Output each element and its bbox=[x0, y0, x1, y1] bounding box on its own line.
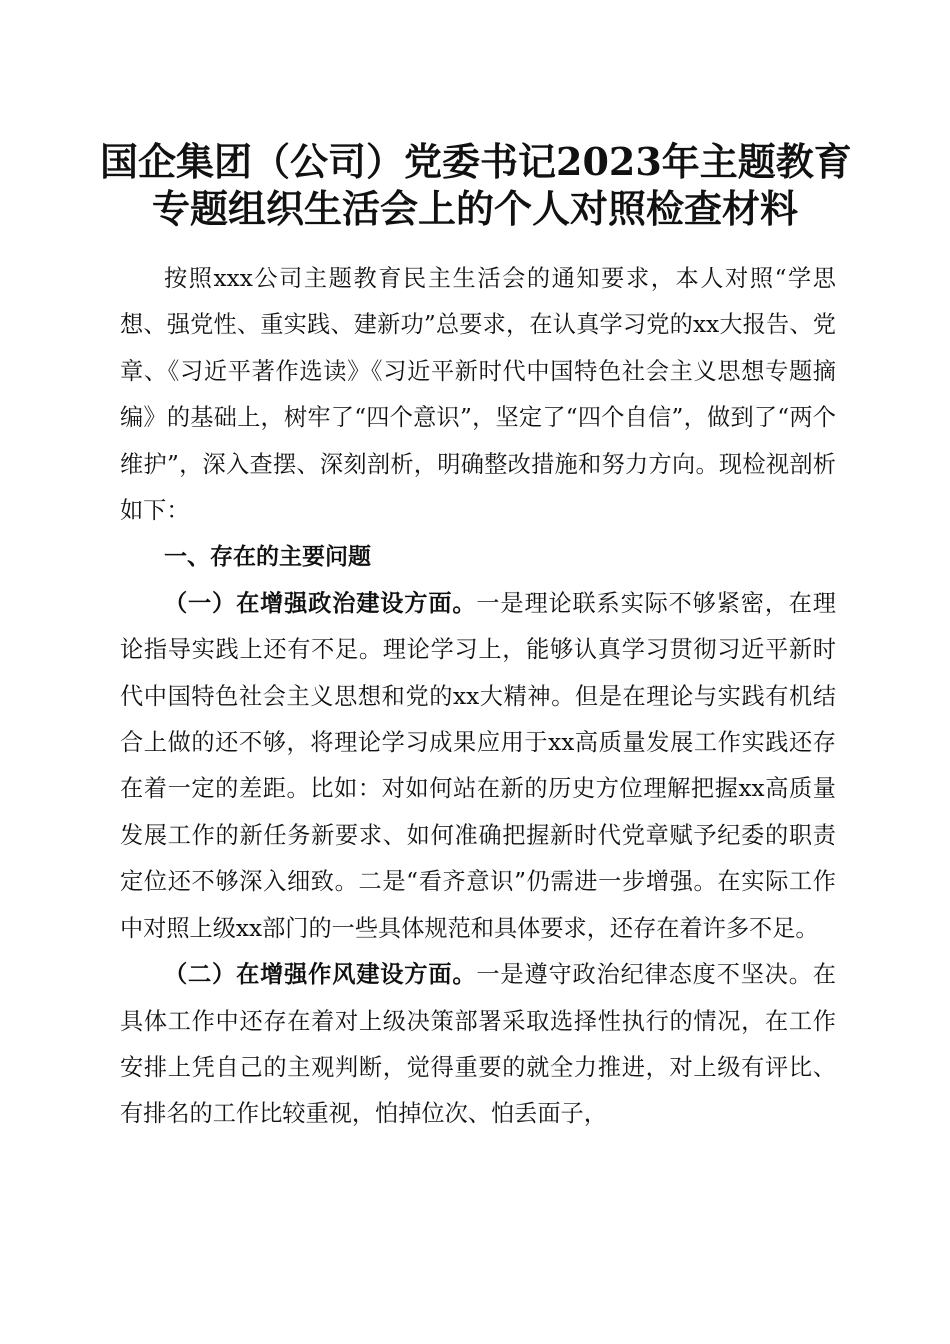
item-heading-2: （二）在增强作风建设方面。 bbox=[164, 961, 477, 989]
document-title bbox=[100, 138, 850, 232]
item-paragraph-2 bbox=[120, 952, 836, 1138]
item-paragraph-1 bbox=[120, 581, 836, 952]
title-line-2: 专题组织生活会上的个人对照检查材料 bbox=[151, 186, 798, 231]
intro-paragraph: 按照xxx公司主题教育民主生活会的通知要求，本人对照“学思想、强党性、重实践、建新功”总要求，在认真学习党的xx大报告、党章、《习近平著作选读》《习近平新时代中国特色社会主义思想专题摘编》的基础上，树牢了“四个意识”，坚定了“四个自信”，做到了“两个维护”，深入查摆、深刻剖析，明确整改措施和努力方向。现检视剖析如下： bbox=[120, 265, 836, 525]
document-body bbox=[120, 256, 836, 1138]
item-text-2: 一是遵守政治纪律态度不坚决。在具体工作中还存在着对上级决策部署采取选择性执行的情况，在工作安排上凭自己的主观判断，觉得重要的就全力推进，对上级有评比、有排名的工作比较重视，怕掉位次、怕丢面子， bbox=[120, 961, 836, 1128]
item-text-1: 一是理论联系实际不够紧密，在理论指导实践上还有不足。理论学习上，能够认真学习贯彻习近平新时代中国特色社会主义思想和党的xx大精神。但是在理论与实践有机结合上做的还不够，将理论学习成果应用于xx高质量发展工作实践还存在着一定的差距。比如：对如何站在新的历史方位理解把握xx高质量发展工作的新任务新要求、如何准确把握新时代党章赋予纪委的职责定位还不够深入细致。二是“看齐意识”仍需进一步增强。在实际工作中对照上级xx部门的一些具体规范和具体要求，还存在着许多不足。 bbox=[120, 589, 836, 942]
item-heading-1: （一）在增强政治建设方面。 bbox=[164, 589, 477, 617]
section-heading-1: 一、存在的主要问题 bbox=[164, 544, 371, 571]
title-line-1: 国企集团（公司）党委书记2023年主题教育 bbox=[100, 139, 852, 184]
